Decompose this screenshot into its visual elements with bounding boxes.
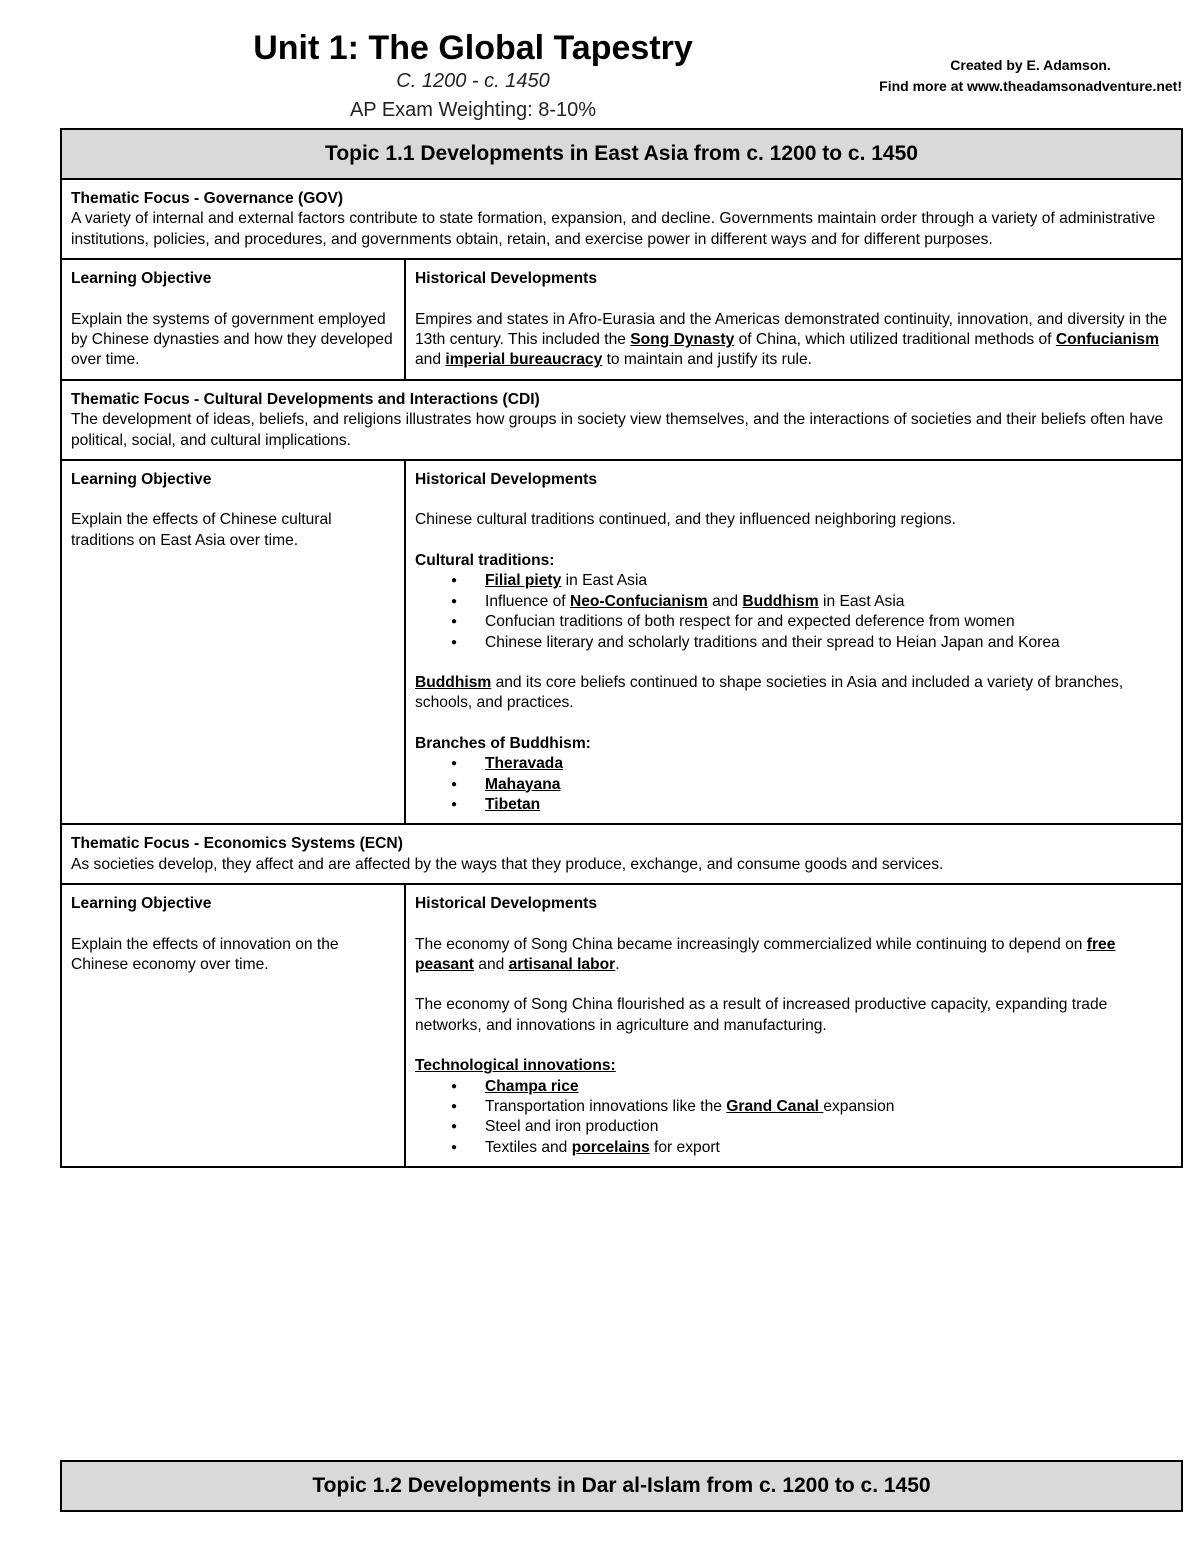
gov-lo-heading: Learning Objective xyxy=(71,270,212,288)
ecn-learning-objective-cell xyxy=(61,884,405,1167)
term-confucianism: Confucianism xyxy=(1055,331,1159,349)
ecn-lo-heading: Learning Objective xyxy=(71,895,212,913)
cdi-focus-text: The development of ideas, beliefs, and religions illustrates how groups in society view themselves, and the interactions of societies and their beliefs often have political, social, and cultural implications. xyxy=(71,411,1164,449)
term-buddhism: Buddhism xyxy=(742,592,819,610)
term-artisanal-labor: artisanal labor xyxy=(508,955,616,973)
term-grand-canal: Grand Canal xyxy=(726,1098,824,1115)
topic-1-1-table xyxy=(60,128,1183,1168)
list-item: ● Transportation innovations like the Grand Canal expansion xyxy=(485,1097,1173,1117)
cultural-traditions-list xyxy=(415,571,1173,653)
gov-hd-heading: Historical Developments xyxy=(415,270,597,288)
cdi-learning-objective-cell xyxy=(61,460,405,824)
gov-lo-text: Explain the systems of government employed by Chinese dynasties and how they developed over time. xyxy=(71,310,393,369)
term-neo-confucianism: Neo-Confucianism xyxy=(569,592,708,610)
gov-learning-objective-cell xyxy=(61,259,405,380)
cdi-focus-title: Thematic Focus - Cultural Developments and Interactions (CDI) xyxy=(71,390,540,408)
cdi-lo-text: Explain the effects of Chinese cultural traditions on East Asia over time. xyxy=(71,511,332,549)
unit-dates: C. 1200 - c. 1450 xyxy=(396,70,550,92)
buddhism-paragraph: Buddhism and its core beliefs continued to shape societies in Asia and included a variety of branches, schools, and practices. xyxy=(415,673,1124,712)
credit-website: Find more at www.theadamsonadventure.net! xyxy=(879,78,1182,94)
ecn-focus-cell xyxy=(61,824,1182,884)
gov-focus-text: A variety of internal and external factors contribute to state formation, expansion, and decline. Governments maintain order through a variety of administrative institutions, policies, and procedures, and governments obtain, retain, and exercise power in different ways and for different purposes. xyxy=(71,210,1156,248)
term-porcelains: porcelains xyxy=(571,1138,650,1156)
unit-title: Unit 1: The Global Tapestry xyxy=(253,29,693,67)
list-item: ● Steel and iron production xyxy=(485,1117,1173,1137)
tech-innovations-heading: Technological innovations: xyxy=(415,1057,616,1075)
list-item xyxy=(485,775,1173,795)
term-filial-piety: Filial piety xyxy=(485,572,562,590)
buddhism-branches-list xyxy=(415,754,1173,815)
term-mahayana: Mahayana xyxy=(485,775,561,793)
topic-1-1-title: Topic 1.1 Developments in East Asia from c. 1200 to c. 1450 xyxy=(61,129,1182,179)
ecn-lo-text: Explain the effects of innovation on the Chinese economy over time. xyxy=(71,935,339,973)
gov-focus-cell xyxy=(61,179,1182,259)
term-tibetan: Tibetan xyxy=(485,795,541,813)
list-item xyxy=(485,795,1173,815)
term-song-dynasty: Song Dynasty xyxy=(630,331,735,349)
term-champa-rice: Champa rice xyxy=(485,1077,579,1095)
cdi-hd-intro: Chinese cultural traditions continued, and they influenced neighboring regions. xyxy=(415,511,956,529)
ecn-historical-developments-cell xyxy=(405,884,1182,1167)
list-item: ● Chinese literary and scholarly traditions and their spread to Heian Japan and Korea xyxy=(485,633,1173,653)
tech-innovations-list xyxy=(415,1077,1173,1159)
term-buddhism: Buddhism xyxy=(415,673,492,691)
topic-1-2-title: Topic 1.2 Developments in Dar al-Islam from c. 1200 to c. 1450 xyxy=(60,1460,1183,1512)
cdi-historical-developments-cell xyxy=(405,460,1182,824)
ecn-hd-paragraph-2: The economy of Song China flourished as a result of increased productive capacity, expanding trade networks, and innovations in agriculture and manufacturing. xyxy=(415,996,1108,1034)
term-free-peasant: free peasant xyxy=(415,935,1116,973)
list-item: ● Filial piety in East Asia xyxy=(485,571,1173,591)
ecn-focus-text: As societies develop, they affect and are affected by the ways that they produce, exchange, and consume goods and services. xyxy=(71,855,944,873)
list-item: ● Influence of Neo-Confucianism and Buddhism in East Asia xyxy=(485,592,1173,612)
list-item: ● Textiles and porcelains for export xyxy=(485,1138,1173,1158)
ecn-hd-paragraph-1: The economy of Song China became increasingly commercialized while continuing to depend on free peasant and artisanal labor. xyxy=(415,935,1116,973)
list-item: ● Confucian traditions of both respect for and expected deference from women xyxy=(485,612,1173,632)
term-theravada: Theravada xyxy=(485,755,564,773)
buddhism-branches-heading: Branches of Buddhism: xyxy=(415,734,591,752)
list-item xyxy=(485,754,1173,774)
cdi-hd-heading: Historical Developments xyxy=(415,471,597,489)
ecn-focus-title: Thematic Focus - Economics Systems (ECN) xyxy=(71,835,403,853)
gov-hd-text: Empires and states in Afro-Eurasia and the Americas demonstrated continuity, innovation, and diversity in the 13th century. This included the Song Dynasty of China, which utilized traditional methods of Confucianism and imperial bureaucracy to maintain and justify its rule. xyxy=(415,310,1168,369)
cdi-focus-cell xyxy=(61,380,1182,460)
list-item xyxy=(485,1077,1173,1097)
exam-weighting: AP Exam Weighting: 8-10% xyxy=(349,99,597,121)
credit-author: Created by E. Adamson. xyxy=(950,57,1111,73)
cultural-traditions-heading: Cultural traditions: xyxy=(415,551,555,569)
term-imperial-bureaucracy: imperial bureaucracy xyxy=(445,351,603,369)
author-credit xyxy=(879,55,1182,97)
gov-focus-title: Thematic Focus - Governance (GOV) xyxy=(71,190,344,207)
ecn-hd-heading: Historical Developments xyxy=(415,895,597,913)
gov-historical-developments-cell xyxy=(405,259,1182,380)
cdi-lo-heading: Learning Objective xyxy=(71,471,212,489)
